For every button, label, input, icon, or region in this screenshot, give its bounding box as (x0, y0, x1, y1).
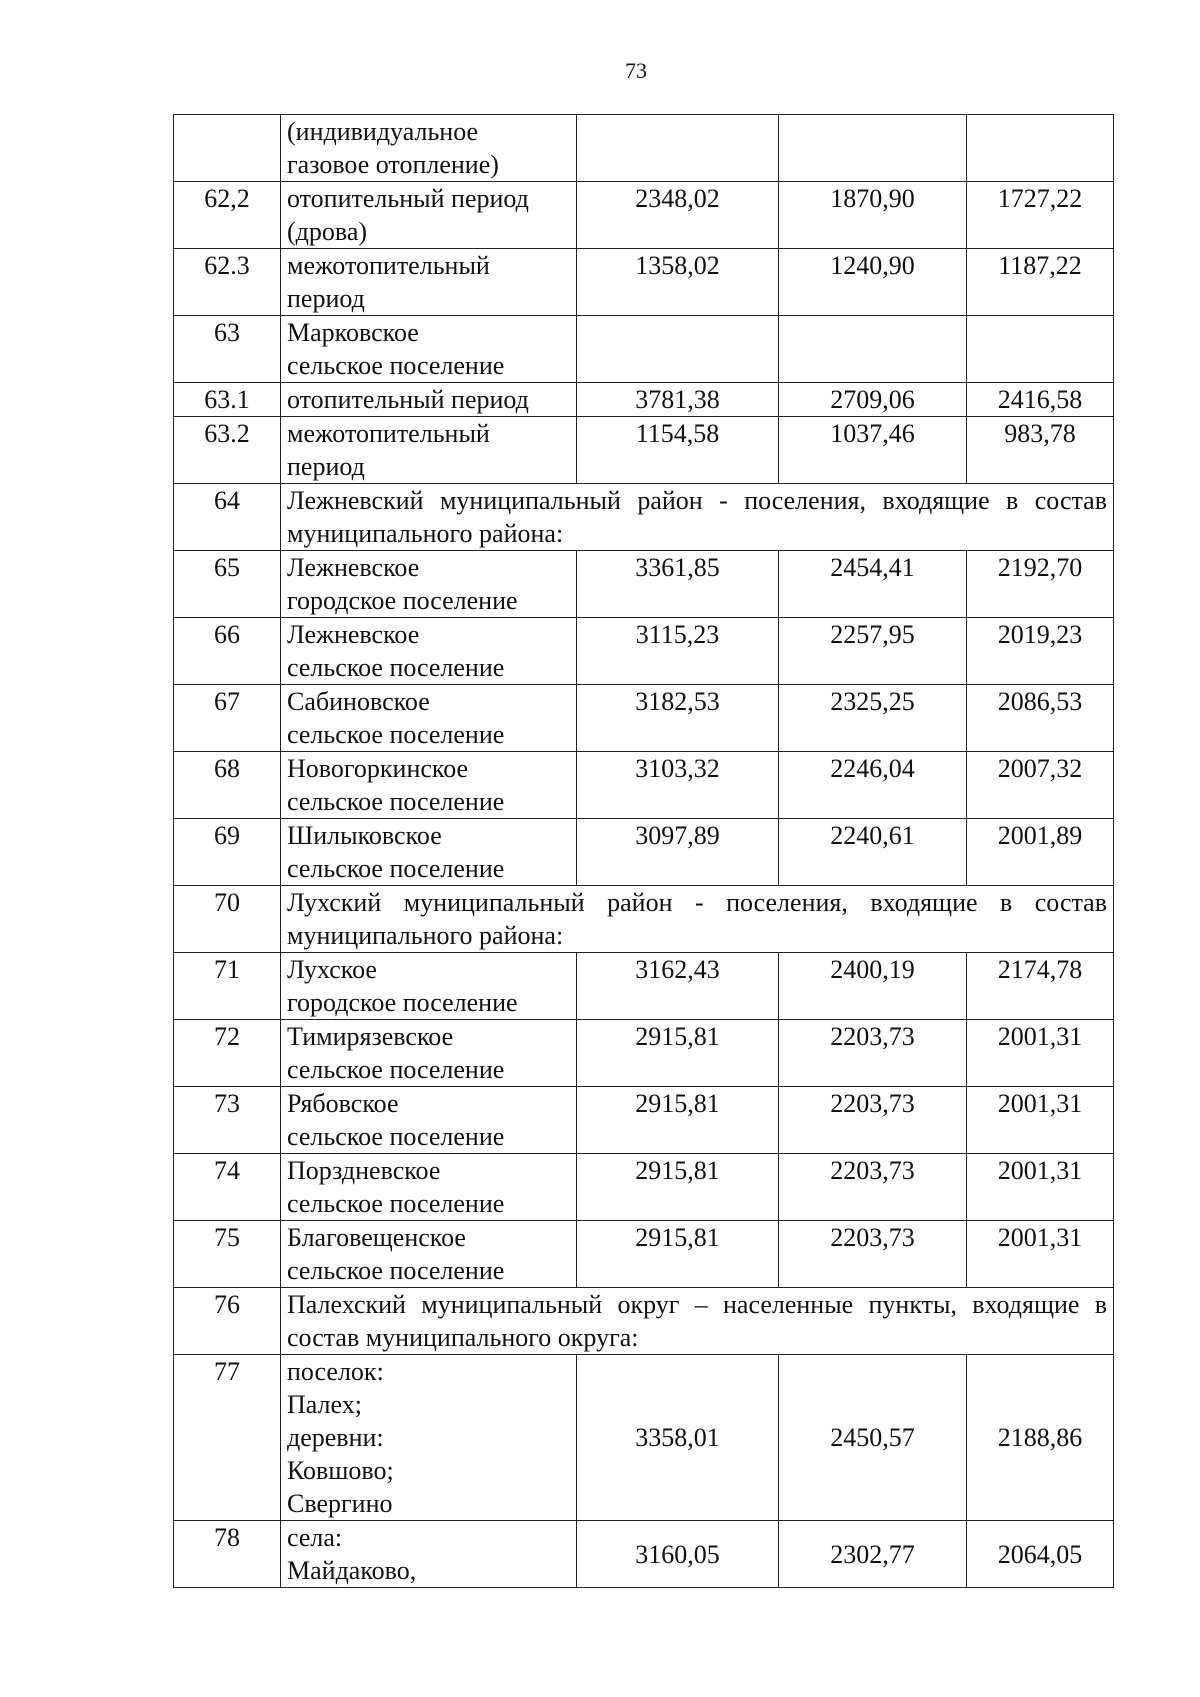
value-cell-3: 1727,22 (967, 182, 1114, 249)
settlement-name-line: отопительный период (287, 385, 529, 414)
settlement-name-line: Ковшово; (287, 1456, 394, 1485)
row-number-cell: 74 (174, 1154, 281, 1221)
settlement-name-line: городское поселение (287, 586, 518, 615)
settlement-name-line: Палех; (287, 1390, 362, 1419)
settlement-name-line: межотопительный (287, 251, 490, 280)
settlement-name-line: сельское поселение (287, 787, 505, 816)
settlement-name-cell (281, 752, 577, 819)
row-number-cell: 70 (174, 886, 281, 953)
value-cell-1: 3358,01 (577, 1355, 779, 1521)
value-cell-1 (577, 115, 779, 182)
settlement-name-line: Шилыковское (287, 821, 442, 850)
row-number-cell: 72 (174, 1020, 281, 1087)
row-number-cell: 62,2 (174, 182, 281, 249)
row-number-cell: 75 (174, 1221, 281, 1288)
settlement-name-line: сельское поселение (287, 1122, 505, 1151)
settlement-name-line: сельское поселение (287, 1256, 505, 1285)
row-number-cell: 62.3 (174, 249, 281, 316)
table-row (174, 1355, 1114, 1521)
settlement-name-line: сельское поселение (287, 1189, 505, 1218)
settlement-name-line: Майдаково, (287, 1556, 417, 1585)
settlement-name-cell (281, 182, 577, 249)
value-cell-2: 2302,77 (779, 1521, 967, 1588)
page-number: 73 (625, 58, 647, 83)
settlement-name-line: сельское поселение (287, 720, 505, 749)
value-cell-3 (967, 115, 1114, 182)
value-cell-2: 2246,04 (779, 752, 967, 819)
table-row (174, 618, 1114, 685)
settlement-name-line: сельское поселение (287, 854, 505, 883)
value-cell-1: 1154,58 (577, 417, 779, 484)
table-row (174, 1521, 1114, 1588)
settlement-name-line: период (287, 284, 365, 313)
table-row (174, 249, 1114, 316)
settlement-name-line: период (287, 452, 365, 481)
settlement-name-line: сельское поселение (287, 653, 505, 682)
value-cell-2: 2400,19 (779, 953, 967, 1020)
value-cell-2: 2257,95 (779, 618, 967, 685)
row-number-cell: 66 (174, 618, 281, 685)
table-row (174, 1020, 1114, 1087)
settlement-name-cell (281, 417, 577, 484)
table-row (174, 316, 1114, 383)
value-cell-3: 2001,89 (967, 819, 1114, 886)
value-cell-1: 2348,02 (577, 182, 779, 249)
value-cell-1: 3182,53 (577, 685, 779, 752)
value-cell-1: 3115,23 (577, 618, 779, 685)
value-cell-3: 2174,78 (967, 953, 1114, 1020)
tariff-table (173, 114, 1114, 1588)
row-number-cell: 68 (174, 752, 281, 819)
value-cell-1: 3160,05 (577, 1521, 779, 1588)
value-cell-2 (779, 316, 967, 383)
table-row (174, 1154, 1114, 1221)
settlement-name-line: сельское поселение (287, 351, 505, 380)
value-cell-2: 2203,73 (779, 1221, 967, 1288)
row-number-cell: 63 (174, 316, 281, 383)
settlement-name-cell (281, 551, 577, 618)
value-cell-2: 2325,25 (779, 685, 967, 752)
row-number-cell: 67 (174, 685, 281, 752)
table-row (174, 551, 1114, 618)
section-heading-cell: Лухский муниципальный район - поселения, входящие в состав муниципального района: (281, 886, 1114, 953)
value-cell-2 (779, 115, 967, 182)
value-cell-3: 2001,31 (967, 1087, 1114, 1154)
settlement-name-cell (281, 953, 577, 1020)
table-row (174, 685, 1114, 752)
settlement-name-cell (281, 249, 577, 316)
settlement-name-cell (281, 316, 577, 383)
value-cell-2: 2203,73 (779, 1020, 967, 1087)
value-cell-2: 2454,41 (779, 551, 967, 618)
settlement-name-cell (281, 819, 577, 886)
table-row (174, 819, 1114, 886)
settlement-name-line: (дрова) (287, 217, 368, 246)
value-cell-2: 2709,06 (779, 383, 967, 417)
row-number-cell: 77 (174, 1355, 281, 1521)
row-number-cell: 78 (174, 1521, 281, 1588)
settlement-name-cell (281, 383, 577, 417)
settlement-name-line: Сабиновское (287, 687, 430, 716)
settlement-name-cell (281, 1087, 577, 1154)
table-row (174, 1087, 1114, 1154)
value-cell-1: 3361,85 (577, 551, 779, 618)
row-number-cell: 71 (174, 953, 281, 1020)
value-cell-3: 2001,31 (967, 1221, 1114, 1288)
value-cell-3 (967, 316, 1114, 383)
value-cell-1: 2915,81 (577, 1154, 779, 1221)
value-cell-2: 1870,90 (779, 182, 967, 249)
section-heading-cell: Палехский муниципальный округ – населенные пункты, входящие в состав муниципального округа: (281, 1288, 1114, 1355)
value-cell-1: 2915,81 (577, 1087, 779, 1154)
value-cell-3: 983,78 (967, 417, 1114, 484)
table-row (174, 1221, 1114, 1288)
settlement-name-line: Лежневское (287, 620, 420, 649)
table-row (174, 886, 1114, 953)
settlement-name-line: (индивидуальное (287, 117, 479, 146)
table-row (174, 417, 1114, 484)
value-cell-3: 2192,70 (967, 551, 1114, 618)
row-number-cell: 63.1 (174, 383, 281, 417)
value-cell-2: 2450,57 (779, 1355, 967, 1521)
table-body (174, 115, 1114, 1588)
row-number-cell: 69 (174, 819, 281, 886)
value-cell-1 (577, 316, 779, 383)
row-number-cell: 63.2 (174, 417, 281, 484)
settlement-name-cell (281, 1154, 577, 1221)
value-cell-1: 3162,43 (577, 953, 779, 1020)
value-cell-2: 1037,46 (779, 417, 967, 484)
settlement-name-cell (281, 1521, 577, 1588)
value-cell-1: 2915,81 (577, 1221, 779, 1288)
value-cell-3: 2086,53 (967, 685, 1114, 752)
settlement-name-line: Тимирязевское (287, 1022, 454, 1051)
settlement-name-line: Марковское (287, 318, 419, 347)
table-row (174, 484, 1114, 551)
table-row (174, 752, 1114, 819)
value-cell-3: 2019,23 (967, 618, 1114, 685)
value-cell-3: 2001,31 (967, 1020, 1114, 1087)
value-cell-1: 3097,89 (577, 819, 779, 886)
settlement-name-line: отопительный период (287, 184, 529, 213)
value-cell-2: 2203,73 (779, 1087, 967, 1154)
value-cell-1: 2915,81 (577, 1020, 779, 1087)
settlement-name-line: Свергино (287, 1489, 393, 1518)
value-cell-3: 2001,31 (967, 1154, 1114, 1221)
value-cell-2: 2203,73 (779, 1154, 967, 1221)
settlement-name-cell (281, 1355, 577, 1521)
value-cell-3: 2188,86 (967, 1355, 1114, 1521)
value-cell-3: 2416,58 (967, 383, 1114, 417)
settlement-name-line: деревни: (287, 1423, 384, 1452)
row-number-cell (174, 115, 281, 182)
settlement-name-line: Благовещенское (287, 1223, 466, 1252)
value-cell-1: 3781,38 (577, 383, 779, 417)
value-cell-3: 1187,22 (967, 249, 1114, 316)
settlement-name-line: газовое отопление) (287, 150, 499, 179)
settlement-name-cell (281, 1221, 577, 1288)
settlement-name-line: Новогоркинское (287, 754, 469, 783)
settlement-name-cell (281, 618, 577, 685)
value-cell-3: 2007,32 (967, 752, 1114, 819)
settlement-name-line: городское поселение (287, 988, 518, 1017)
settlement-name-cell (281, 685, 577, 752)
settlement-name-line: сельское поселение (287, 1055, 505, 1084)
settlement-name-line: Рябовское (287, 1089, 399, 1118)
settlement-name-line: Лухское (287, 955, 377, 984)
settlement-name-line: села: (287, 1523, 343, 1552)
settlement-name-cell (281, 1020, 577, 1087)
table-row (174, 182, 1114, 249)
settlement-name-line: поселок: (287, 1357, 384, 1386)
row-number-cell: 64 (174, 484, 281, 551)
settlement-name-cell (281, 115, 577, 182)
row-number-cell: 73 (174, 1087, 281, 1154)
table-row (174, 1288, 1114, 1355)
value-cell-1: 3103,32 (577, 752, 779, 819)
row-number-cell: 65 (174, 551, 281, 618)
table-row (174, 383, 1114, 417)
row-number-cell: 76 (174, 1288, 281, 1355)
settlement-name-line: межотопительный (287, 419, 490, 448)
value-cell-2: 1240,90 (779, 249, 967, 316)
table-row (174, 115, 1114, 182)
value-cell-3: 2064,05 (967, 1521, 1114, 1588)
value-cell-2: 2240,61 (779, 819, 967, 886)
settlement-name-line: Лежневское (287, 553, 420, 582)
value-cell-1: 1358,02 (577, 249, 779, 316)
table-row (174, 953, 1114, 1020)
section-heading-cell: Лежневский муниципальный район - поселения, входящие в состав муниципального района: (281, 484, 1114, 551)
settlement-name-line: Порздневское (287, 1156, 441, 1185)
